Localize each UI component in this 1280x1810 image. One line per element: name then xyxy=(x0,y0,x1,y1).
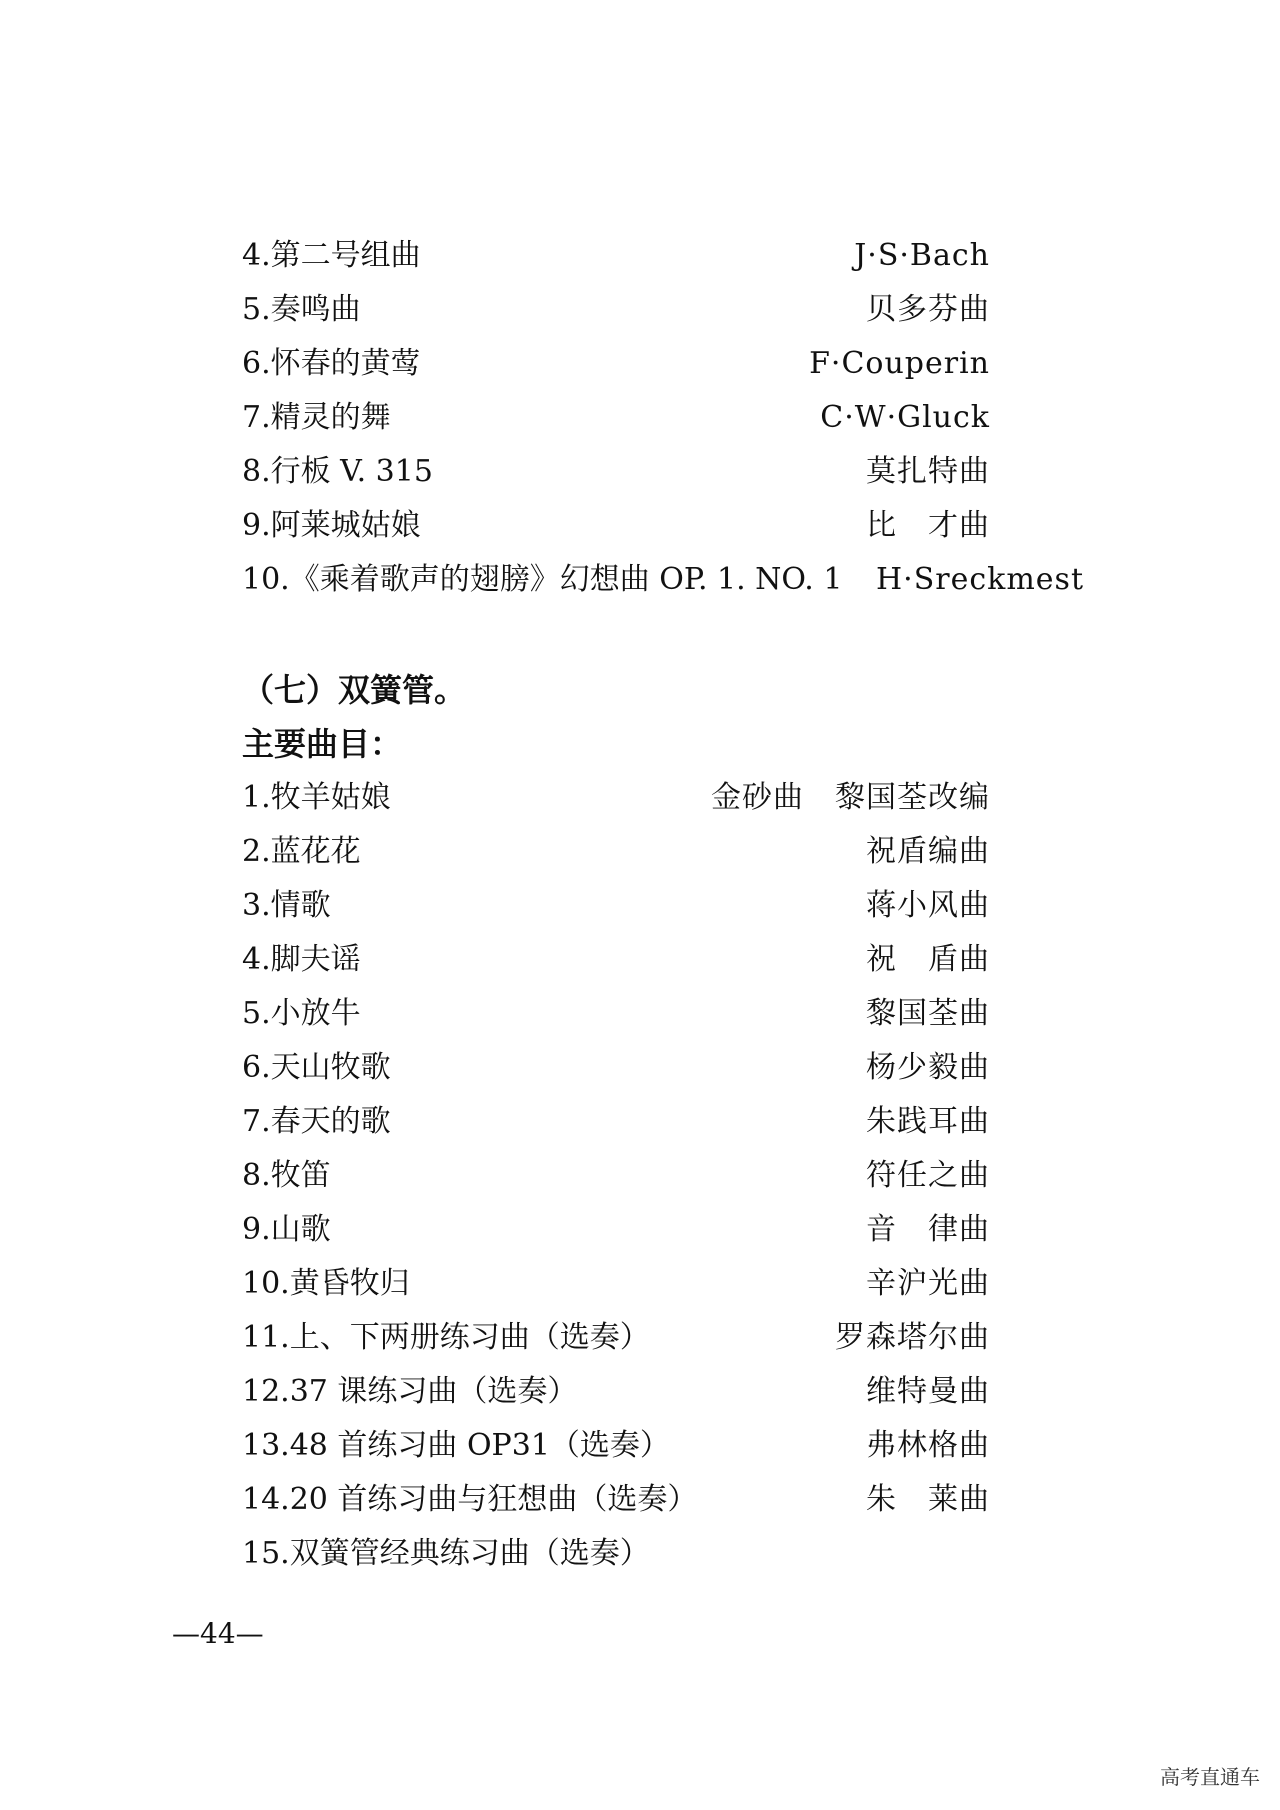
composer-name: C·W·Gluck xyxy=(820,400,990,435)
list-item xyxy=(242,1424,1002,1468)
piece-title: 4.脚夫谣 xyxy=(242,942,361,977)
composer-name: 贝多芬曲 xyxy=(866,292,990,327)
piece-title: 13.48 首练习曲 OP31（选奏） xyxy=(242,1428,670,1463)
list-item xyxy=(242,504,1002,548)
composer-name: 朱 莱曲 xyxy=(866,1482,990,1517)
composer-name: 比 才曲 xyxy=(866,508,990,543)
piece-title: 12.37 课练习曲（选奏） xyxy=(242,1374,578,1409)
list-item xyxy=(242,1532,1002,1576)
list-item xyxy=(242,992,1002,1036)
piece-title: 15.双簧管经典练习曲（选奏） xyxy=(242,1536,650,1571)
composer-name: 莫扎特曲 xyxy=(866,454,990,489)
page-number: —44— xyxy=(172,1617,264,1650)
piece-title: 7.春天的歌 xyxy=(242,1104,391,1139)
list-item xyxy=(242,776,1002,820)
watermark-text: 高考直通车 xyxy=(1160,1765,1260,1789)
piece-title: 8.行板 V. 315 xyxy=(242,454,433,489)
composer-name: H·Sreckmest xyxy=(876,562,1084,597)
piece-title: 10.黄昏牧归 xyxy=(242,1266,410,1301)
list-item xyxy=(242,938,1002,982)
composer-name: 符任之曲 xyxy=(866,1158,990,1193)
composer-name: F·Couperin xyxy=(809,346,990,381)
piece-title: 3.情歌 xyxy=(242,888,331,923)
list-item xyxy=(242,1154,1002,1198)
list-item xyxy=(242,1208,1002,1252)
piece-title: 4.第二号组曲 xyxy=(242,238,421,273)
composer-name: 黎国荃曲 xyxy=(866,996,990,1031)
piece-title: 6.天山牧歌 xyxy=(242,1050,391,1085)
list-item xyxy=(242,1370,1002,1414)
piece-title: 14.20 首练习曲与狂想曲（选奏） xyxy=(242,1482,698,1517)
composer-name: 金砂曲 黎国荃改编 xyxy=(711,780,990,815)
piece-title: 1.牧羊姑娘 xyxy=(242,780,391,815)
list-item xyxy=(242,558,1084,602)
piece-title: 7.精灵的舞 xyxy=(242,400,391,435)
composer-name: 音 律曲 xyxy=(866,1212,990,1247)
list-item xyxy=(242,396,1002,440)
composer-name: 罗森塔尔曲 xyxy=(835,1320,990,1355)
piece-title: 9.山歌 xyxy=(242,1212,331,1247)
list-item xyxy=(242,450,1002,494)
list-item xyxy=(242,1478,1002,1522)
composer-name: J·S·Bach xyxy=(854,238,990,273)
list-item xyxy=(242,288,1002,332)
composer-name: 杨少毅曲 xyxy=(866,1050,990,1085)
list-item xyxy=(242,1262,1002,1306)
piece-title: 10.《乘着歌声的翅膀》幻想曲 OP. 1. NO. 1 xyxy=(242,562,843,597)
piece-title: 6.怀春的黄莺 xyxy=(242,346,421,381)
list-item xyxy=(242,234,1002,278)
composer-name: 维特曼曲 xyxy=(866,1374,990,1409)
composer-name: 朱践耳曲 xyxy=(866,1104,990,1139)
piece-title: 2.蓝花花 xyxy=(242,834,361,869)
piece-title: 5.奏鸣曲 xyxy=(242,292,361,327)
list-item xyxy=(242,1316,1002,1360)
piece-title: 5.小放牛 xyxy=(242,996,361,1031)
piece-title: 8.牧笛 xyxy=(242,1158,331,1193)
composer-name: 祝 盾曲 xyxy=(866,942,990,977)
composer-name: 祝盾编曲 xyxy=(866,834,990,869)
list-item xyxy=(242,342,1002,386)
list-item xyxy=(242,884,1002,928)
list-item xyxy=(242,830,1002,874)
composer-name: 弗林格曲 xyxy=(866,1428,990,1463)
list-item xyxy=(242,1100,1002,1144)
composer-name: 辛沪光曲 xyxy=(866,1266,990,1301)
piece-title: 11.上、下两册练习曲（选奏） xyxy=(242,1320,650,1355)
section-heading: （七）双簧管。 xyxy=(242,671,467,709)
piece-title: 9.阿莱城姑娘 xyxy=(242,508,421,543)
composer-name: 蒋小风曲 xyxy=(866,888,990,923)
list-item xyxy=(242,1046,1002,1090)
subheading: 主要曲目： xyxy=(242,725,403,763)
